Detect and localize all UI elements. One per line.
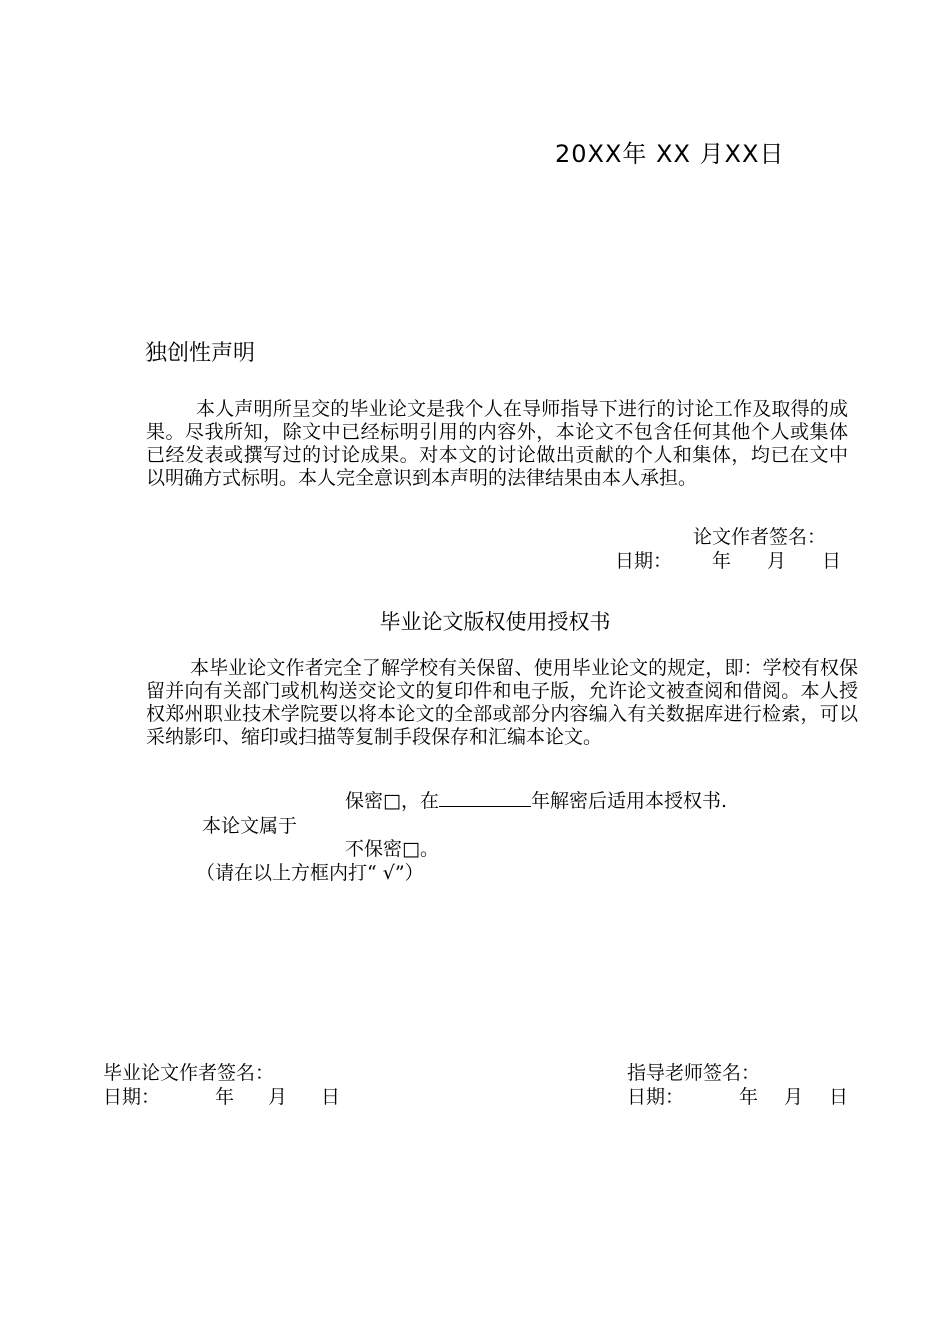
footer-author-month-label: 月 <box>268 1086 288 1108</box>
footer-author-year-label: 年 <box>215 1086 235 1108</box>
authorization-title: 毕业论文版权使用授权书 <box>379 610 611 634</box>
document-date: 20XX年 XX 月XX日 <box>555 140 785 168</box>
footer-author-day-label: 日 <box>321 1086 341 1108</box>
authorization-body: 本毕业论文作者完全了解学校有关保留、使用毕业论文的规定，即：学校有权保留并向有关部门或机构送交论文的复印件和电子版，允许论文被查阅和借阅。本人授权郑州职业技术学院要以将本论文的全部或部分内容编入有关数据库进行检索，可以采纳影印、缩印或扫描等复制手段保存和汇编本论文。 <box>146 657 858 748</box>
footer-advisor-date-line <box>627 1082 848 1109</box>
belongs-label: 本论文属于 <box>202 815 298 837</box>
declaration-month-label: 月 <box>767 550 787 572</box>
footer-author-signature-label: 毕业论文作者签名： <box>103 1062 275 1084</box>
declaration-year-label: 年 <box>712 550 732 572</box>
declaration-author-signature-label: 论文作者签名： <box>693 526 827 548</box>
footer-advisor-year-label: 年 <box>739 1086 759 1108</box>
decrypt-year-blank <box>439 790 531 807</box>
secret-option-prefix: 保密□，在 <box>345 790 439 812</box>
declaration-date-label: 日期： <box>615 550 673 572</box>
declaration-title: 独创性声明 <box>145 341 256 366</box>
checkbox-hint: （请在以上方框内打“ √”） <box>196 862 424 884</box>
declaration-body: 本人声明所呈交的毕业论文是我个人在导师指导下进行的讨论工作及取得的成果。尽我所知，除文中已经标明引用的内容外，本论文不包含任何其他个人或集体已经发表或撰写过的讨论成果。对本文的讨论做出贡献的个人和集体，均已在文中以明确方式标明。本人完全意识到本声明的法律结果由本人承担。 <box>146 398 848 489</box>
footer-advisor-month-label: 月 <box>784 1086 804 1108</box>
footer-advisor-day-label: 日 <box>829 1086 849 1108</box>
declaration-date-line <box>615 546 841 573</box>
non-secret-option: 不保密□。 <box>345 838 439 860</box>
footer-advisor-signature-label: 指导老师签名： <box>627 1062 761 1084</box>
footer-advisor-date-label: 日期： <box>627 1086 685 1108</box>
secret-option <box>345 786 727 813</box>
declaration-day-label: 日 <box>822 550 842 572</box>
secret-option-suffix: 年解密后适用本授权书. <box>530 790 727 812</box>
footer-author-date-line <box>103 1082 340 1109</box>
footer-author-date-label: 日期： <box>103 1086 161 1108</box>
